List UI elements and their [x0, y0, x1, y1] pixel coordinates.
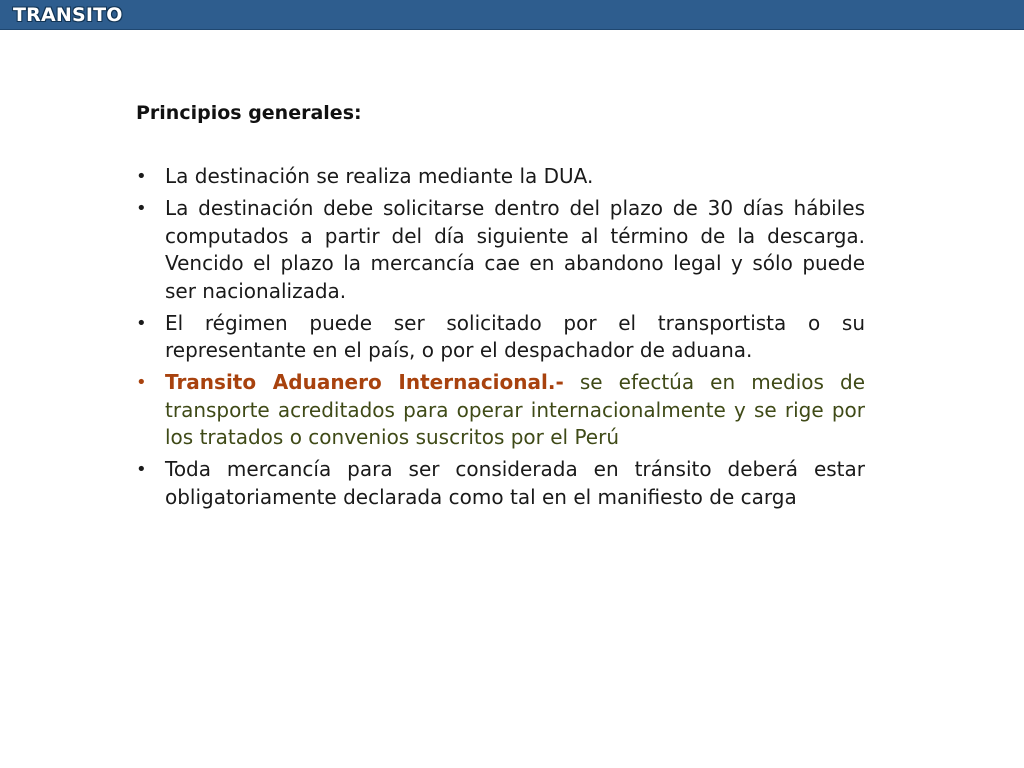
bullet-icon: • [136, 312, 147, 334]
bullet-list [136, 163, 865, 511]
bullet-text: El régimen puede ser solicitado por el transportista o su representante en el país, o por el despachador de aduana. [165, 310, 865, 362]
header-bar [0, 0, 1024, 30]
bullet-icon: • [136, 459, 147, 480]
bullet-icon: • [136, 198, 147, 219]
bullet-text: se efectúa en medios de transporte acreditados para operar internacionalmente y se rige por los tratados o convenios suscritos por el Perú [165, 370, 866, 449]
bullet-text: Toda mercancía para ser considerada en tránsito deberá estar obligatoriamente declarada como tal en el manifiesto de carga [165, 457, 865, 509]
bullet-item-transito-internacional [136, 369, 865, 452]
bullet-item-plazo [136, 195, 865, 305]
bullet-strong-term: Transito Aduanero Internacional.- [165, 370, 564, 394]
bullet-text: La destinación debe solicitarse dentro del plazo de 30 días hábiles computados a partir del día siguiente al término de la descarga. Vencido el plazo la mercancía cae en abandono legal y sólo puede ser nacionalizada. [165, 196, 865, 303]
bullet-item-dua [136, 163, 865, 191]
bullet-icon: • [136, 166, 147, 187]
bullet-item-manifiesto [136, 456, 865, 511]
bullet-text: La destinación se realiza mediante la DUA. [165, 164, 594, 188]
bullet-item-solicitante [136, 310, 865, 365]
bullet-icon: • [136, 372, 147, 393]
section-heading: Principios generales: [136, 102, 362, 124]
slide-title: TRANSITO [13, 4, 123, 26]
slide-content [136, 100, 865, 516]
